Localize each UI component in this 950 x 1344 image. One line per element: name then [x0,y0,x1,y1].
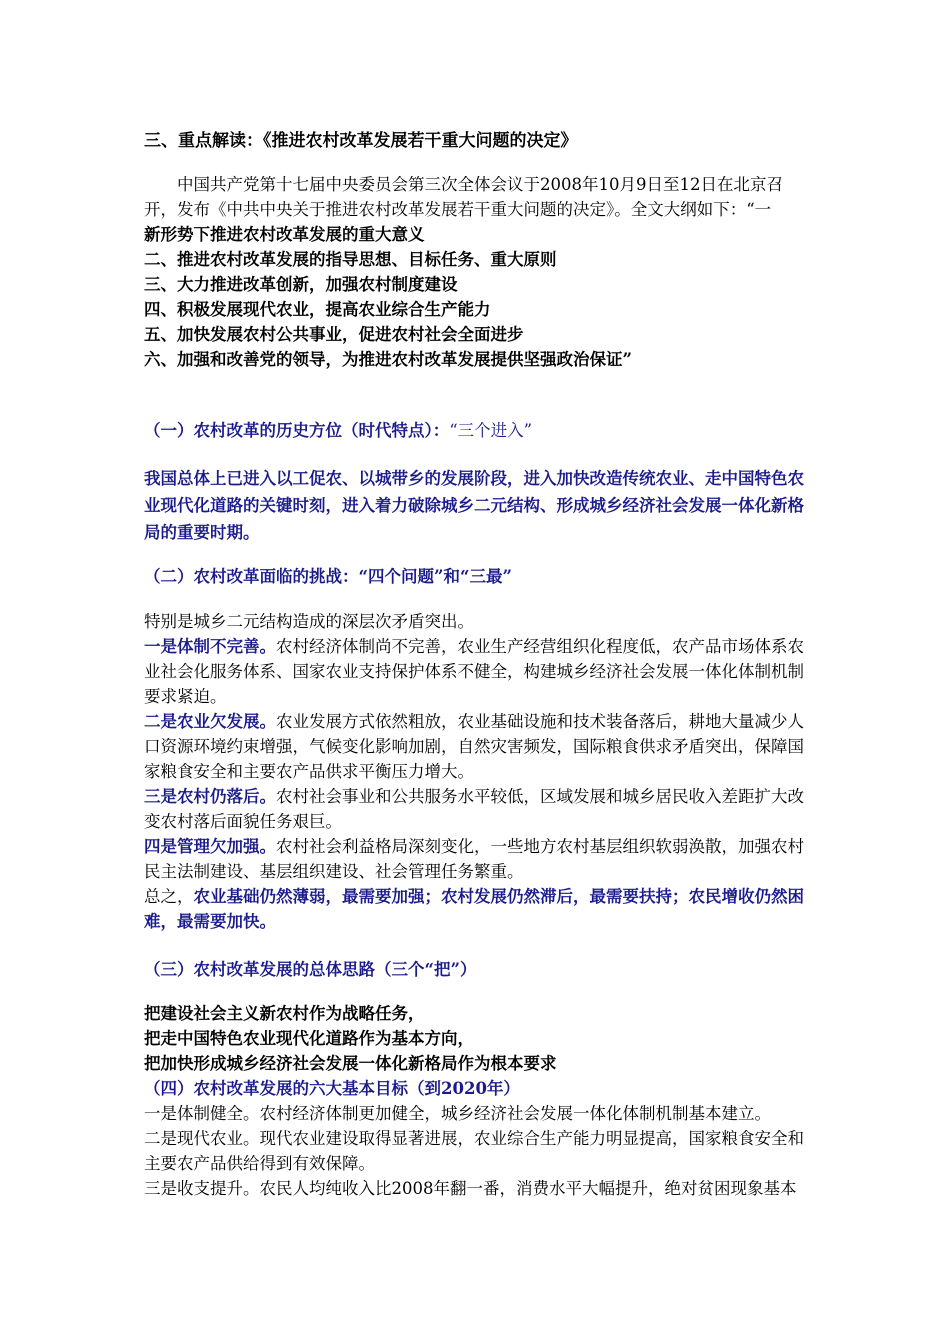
part2-body [144,609,814,934]
challenge-item [144,784,814,834]
strategy-line: 把建设社会主义新农村作为战略任务， [144,1004,425,1023]
part1-heading-text: （一）农村改革的历史方位（时代特点）： [144,421,450,440]
challenge-item [144,634,814,709]
section-title [144,126,814,151]
outline-item: 新形势下推进农村改革发展的重大意义 [144,225,425,244]
challenge-label: 二是农业欠发展。 [144,712,276,731]
part1-heading [144,418,814,443]
challenge-text: 农村社会事业和公共服务水平较低，区域发展和城乡居民收入差距扩大改变农村落后面貌任务艰巨。 [144,787,804,831]
goal-item: 一是体制健全。农村经济体制更加健全，城乡经济社会发展一体化体制机制基本建立。 [144,1104,771,1123]
outline-item: 四、积极发展现代农业，提高农业综合生产能力 [144,300,491,319]
part1-body-text: 我国总体上已进入以工促农、以城带乡的发展阶段，进入加快改造传统农业、走中国特色农业现代化道路的关键时刻，进入着力破除城乡二元结构、形成城乡经济社会发展一体化新格局的重要时期。 [144,469,804,542]
part1-heading-tail: “三个进入” [449,421,533,440]
part4-heading [144,1076,814,1101]
outline-item: 二、推进农村改革发展的指导思想、目标任务、重大原则 [144,250,557,269]
strategy-line: 把走中国特色农业现代化道路作为基本方向， [144,1029,474,1048]
outline-item: 五、加快发展农村公共事业，促进农村社会全面进步 [144,325,524,344]
goal-item: 三是收支提升。农民人均纯收入比2008年翻一番，消费水平大幅提升，绝对贫困现象基本 [144,1179,797,1198]
summary-paragraph [144,884,814,934]
part3-heading-text: （三）农村改革发展的总体思路（三个“把”） [144,960,477,979]
part3-body [144,1001,814,1076]
challenge-label: 三是农村仍落后。 [144,787,276,806]
part4-heading-text: （四）农村改革发展的六大基本目标（到2020年） [144,1079,520,1098]
challenge-item [144,834,814,884]
outline-item: 三、大力推进改革创新，加强农村制度建设 [144,275,458,294]
challenge-label: 一是体制不完善。 [144,637,276,656]
part3-heading [144,957,814,982]
part2-heading-text: （二）农村改革面临的挑战：“四个问题”和“三最” [144,567,512,586]
intro-block [144,172,814,372]
part1-body [144,465,814,546]
strategy-line: 把加快形成城乡经济社会发展一体化新格局作为根本要求 [144,1054,557,1073]
summary-lead: 总之， [144,887,194,906]
part2-heading [144,564,814,589]
intro-paragraph: 中国共产党第十七届中央委员会第三次全体会议于2008年10月9日至12日在北京召开，发布《中共中央关于推进农村改革发展若干重大问题的决定》。全文大纲如下：“一 [144,175,783,219]
challenge-text: 农业发展方式依然粗放，农业基础设施和技术装备落后，耕地大量减少人口资源环境约束增强，气候变化影响加剧，自然灾害频发，国际粮食供求矛盾突出，保障国家粮食安全和主要农产品供求平衡压力增大。 [144,712,804,781]
challenge-item [144,709,814,784]
outline-item: 六、加强和改善党的领导，为推进农村改革发展提供坚强政治保证” [144,350,632,369]
summary-text: 农业基础仍然薄弱，最需要加强；农村发展仍然滞后，最需要扶持；农民增收仍然困难，最需要加快。 [144,887,804,931]
challenge-label: 四是管理欠加强。 [144,837,276,856]
section-title-text: 三、重点解读：《推进农村改革发展若干重大问题的决定》 [144,131,578,151]
goal-item: 二是现代农业。现代农业建设取得显著进展，农业综合生产能力明显提高，国家粮食安全和主要农产品供给得到有效保障。 [144,1129,804,1173]
challenge-text: 农村社会利益格局深刻变化，一些地方农村基层组织软弱涣散，加强农村民主法制建设、基层组织建设、社会管理任务繁重。 [144,837,804,881]
part2-lead: 特别是城乡二元结构造成的深层次矛盾突出。 [144,612,474,631]
part4-body [144,1101,814,1201]
challenge-text: 农村经济体制尚不完善，农业生产经营组织化程度低，农产品市场体系农业社会化服务体系、国家农业支持保护体系不健全，构建城乡经济社会发展一体化体制机制要求紧迫。 [144,637,804,706]
